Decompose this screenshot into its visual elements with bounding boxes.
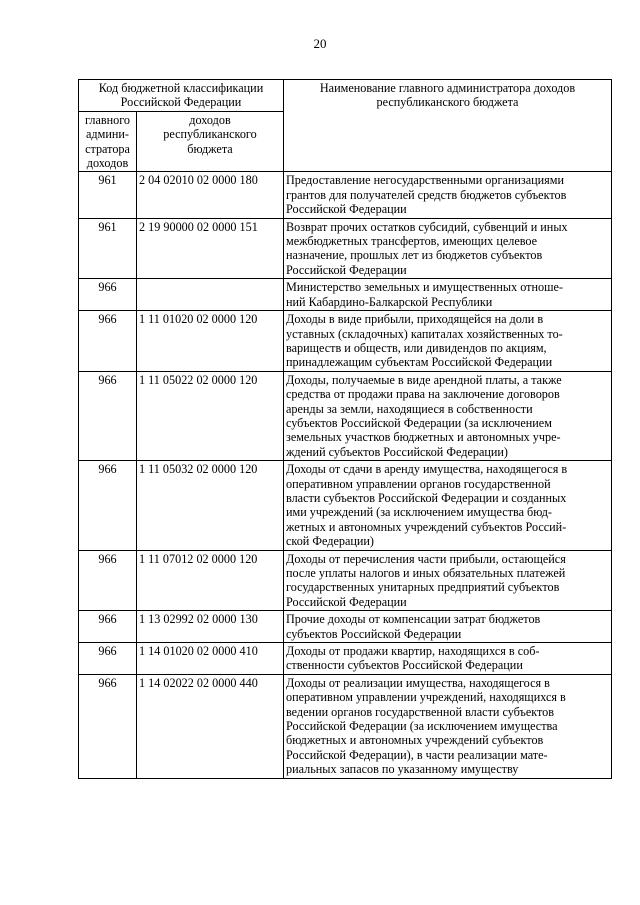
header-income-cell	[137, 111, 284, 172]
name-line: Российской Федерации), в части реализации мате-	[286, 747, 548, 762]
header-name-line: республиканского бюджета	[376, 95, 519, 110]
table-body	[79, 80, 612, 779]
administrator-name-cell	[284, 218, 612, 279]
header-admin-line: главного	[84, 112, 131, 127]
header-name-line: Наименование главного администратора доходов	[319, 81, 576, 95]
income-code-cell: 1 11 07012 02 0000 120	[137, 550, 284, 611]
income-code-cell: 2 19 90000 02 0000 151	[137, 218, 284, 279]
name-line: средства от продажи права на заключение договоров	[286, 387, 560, 402]
header-income-line: доходов	[189, 112, 231, 127]
name-line: назначение, прошлых лет из бюджетов субъектов	[286, 248, 543, 263]
name-line: уставных (складочных) капиталах хозяйственных то-	[286, 326, 563, 341]
name-line: Доходы в виде прибыли, приходящейся на доли в	[286, 312, 544, 327]
name-line: после уплаты налогов и иных обязательных платежей	[286, 566, 566, 580]
income-code-cell: 2 04 02010 02 0000 180	[137, 172, 284, 218]
income-code-cell: 1 14 01020 02 0000 410	[137, 643, 284, 675]
administrator-name-cell	[284, 311, 612, 372]
header-row-group	[79, 80, 612, 112]
header-income-line: республиканского	[163, 127, 257, 142]
name-line: Предоставление негосударственными организациями	[286, 173, 565, 188]
name-line: Возврат прочих остатков субсидий, субвенций и иных	[286, 219, 568, 234]
budget-classification-table	[78, 79, 612, 779]
income-code-cell	[137, 279, 284, 311]
name-line: Доходы от сдачи в аренду имущества, находящегося в	[286, 462, 568, 477]
income-code-cell: 1 13 02992 02 0000 130	[137, 611, 284, 643]
admin-code-cell: 966	[79, 611, 137, 643]
income-code-cell: 1 11 01020 02 0000 120	[137, 311, 284, 372]
name-line: субъектов Российской Федерации (за исключением	[286, 415, 552, 430]
admin-code-cell: 966	[79, 371, 137, 460]
admin-code-cell: 961	[79, 218, 137, 279]
table-row	[79, 550, 612, 611]
header-group-cell	[79, 80, 284, 112]
admin-code-cell: 966	[79, 674, 137, 778]
table-row	[79, 674, 612, 778]
name-line: жетных и автономных учреждений субъектов Россий-	[286, 519, 567, 534]
administrator-name-cell	[284, 279, 612, 311]
name-line: ими учреждений (за исключением имущества бюд-	[286, 505, 552, 520]
name-line: ственности субъектов Российской Федерации	[286, 658, 523, 673]
table-row	[79, 611, 612, 643]
name-line: государственных унитарных предприятий субъектов	[286, 580, 560, 595]
name-line: Прочие доходы от компенсации затрат бюджетов	[286, 612, 541, 627]
name-line: субъектов Российской Федерации	[286, 626, 462, 641]
admin-code-cell: 966	[79, 461, 137, 550]
name-line: аренды за земли, находящиеся в собственности	[286, 401, 533, 416]
name-line: Доходы от перечисления части прибыли, остающейся	[286, 551, 566, 566]
name-line: бюджетных и автономных учреждений субъектов	[286, 733, 544, 748]
admin-code-cell: 961	[79, 172, 137, 218]
admin-code-cell: 966	[79, 279, 137, 311]
table-row	[79, 643, 612, 675]
admin-code-cell: 966	[79, 311, 137, 372]
header-admin-line: доходов	[86, 156, 129, 171]
name-line: Российской Федерации	[286, 202, 407, 217]
name-line: Доходы, получаемые в виде арендной платы, а также	[286, 372, 562, 387]
table-row	[79, 371, 612, 460]
name-line: Доходы от реализации имущества, находящегося в	[286, 675, 550, 690]
administrator-name-cell	[284, 550, 612, 611]
name-line: Российской Федерации (за исключением имущества	[286, 719, 558, 734]
name-line: риальных запасов по указанному имуществу	[286, 762, 519, 777]
name-line: ведении органов государственной власти субъектов	[286, 704, 555, 719]
name-line: Министерство земельных и имущественных отноше-	[286, 280, 563, 295]
administrator-name-cell	[284, 643, 612, 675]
table-row	[79, 218, 612, 279]
name-line: ний Кабардино-Балкарской Республики	[286, 294, 493, 309]
header-income-line: бюджета	[187, 141, 233, 156]
name-line: Российской Федерации	[286, 262, 407, 277]
name-line: Доходы от продажи квартир, находящихся в соб-	[286, 644, 540, 659]
admin-code-cell: 966	[79, 643, 137, 675]
name-line: Российской Федерации	[286, 594, 407, 609]
income-code-cell: 1 11 05022 02 0000 120	[137, 371, 284, 460]
header-group-line: Российской Федерации	[120, 95, 242, 110]
name-line: оперативном управлении органов государственной	[286, 476, 551, 491]
name-line: принадлежащим субъектам Российской Федерации	[286, 355, 553, 370]
name-line: межбюджетных трансфертов, имеющих целевое	[286, 234, 538, 249]
name-line: оперативном управлении учреждений, находящихся в	[286, 690, 566, 705]
administrator-name-cell	[284, 172, 612, 218]
income-code-cell: 1 14 02022 02 0000 440	[137, 674, 284, 778]
table-row	[79, 461, 612, 550]
administrator-name-cell	[284, 371, 612, 460]
header-name-cell	[284, 80, 612, 172]
administrator-name-cell	[284, 461, 612, 550]
administrator-name-cell	[284, 674, 612, 778]
name-line: ской Федерации)	[286, 534, 374, 549]
header-admin-cell	[79, 111, 137, 172]
name-line: вариществ и обществ, или дивидендов по акциям,	[286, 340, 547, 355]
name-line: ждений субъектов Российской Федерации)	[286, 444, 508, 459]
header-admin-line: стратора	[85, 141, 130, 156]
name-line: власти субъектов Российской Федерации и созданных	[286, 490, 567, 505]
name-line: грантов для получателей средств бюджетов субъектов	[286, 187, 567, 202]
header-group-line: Код бюджетной классификации	[98, 81, 264, 95]
name-line: земельных участков бюджетных и автономных учре-	[286, 430, 561, 445]
income-code-cell: 1 11 05032 02 0000 120	[137, 461, 284, 550]
table-row	[79, 279, 612, 311]
table-row	[79, 311, 612, 372]
admin-code-cell: 966	[79, 550, 137, 611]
table-row	[79, 172, 612, 218]
page-number: 20	[313, 36, 327, 51]
administrator-name-cell	[284, 611, 612, 643]
header-admin-line: админи-	[86, 127, 129, 142]
